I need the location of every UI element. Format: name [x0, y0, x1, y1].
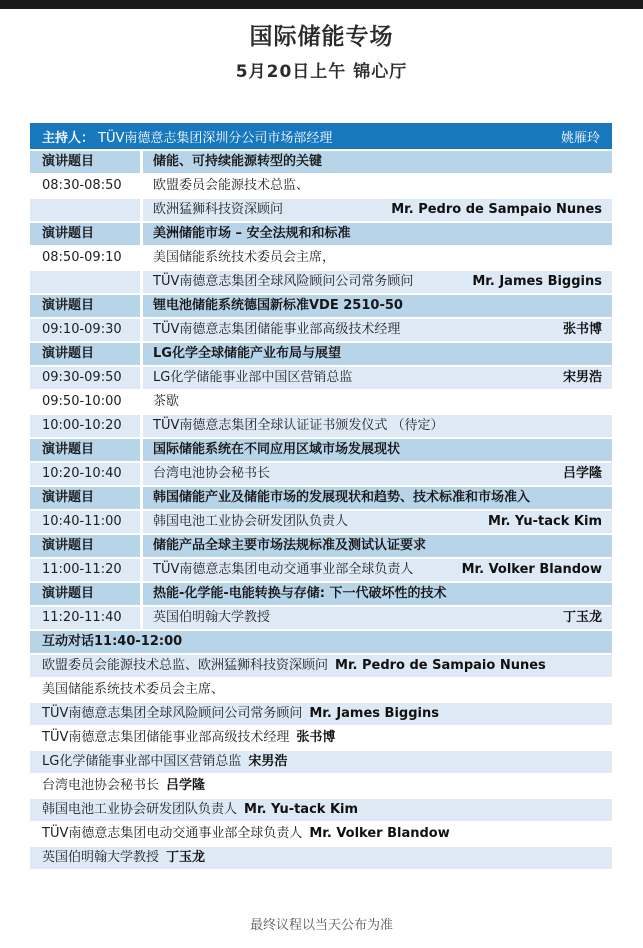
session-row: [30, 463, 612, 485]
topic-row: [30, 583, 612, 605]
speaker-name: 宋男浩: [562, 370, 602, 385]
session-time: 09:30-09:50: [30, 367, 140, 389]
dialogue-header-row: [30, 631, 612, 653]
topic-label: 演讲题目: [30, 151, 140, 173]
topic-row: [30, 343, 612, 365]
session-time: 10:40-11:00: [30, 511, 140, 533]
speaker-title: TÜV南德意志集团全球风险顾问公司常务顾问: [153, 274, 414, 289]
participant-title: LG化学储能事业部中国区营销总监: [42, 754, 242, 769]
session-time: [30, 199, 140, 221]
speaker-name: 丁玉龙: [562, 610, 602, 625]
participant-title: 美国储能系统技术委员会主席、: [42, 682, 225, 697]
session-time: 08:30-08:50: [30, 175, 140, 197]
speaker-title: 茶歇: [153, 394, 180, 409]
dialogue-row: [30, 823, 612, 845]
dialogue-participant: [30, 679, 612, 701]
topic-label: 演讲题目: [30, 583, 140, 605]
dialogue-participant: [30, 847, 612, 869]
dialogue-row: [30, 703, 612, 725]
speaker-title: LG化学储能事业部中国区营销总监: [153, 370, 353, 385]
participant-title: 英国伯明翰大学教授: [42, 850, 160, 865]
topic-row: [30, 487, 612, 509]
participant-name: Mr. Volker Blandow: [309, 826, 450, 841]
page-subtitle: 5月20日上午 锦心厅: [235, 62, 408, 82]
session-detail: [143, 367, 612, 389]
dialogue-participant: [30, 823, 612, 845]
dialogue-row: [30, 799, 612, 821]
speaker-title: 美国储能系统技术委员会主席，: [153, 250, 336, 265]
speaker-title: 台湾电池协会秘书长: [153, 466, 271, 481]
top-border-bar: [0, 0, 643, 9]
participant-name: 张书博: [296, 730, 336, 745]
participant-name: 宋男浩: [248, 754, 288, 769]
topic-label: 演讲题目: [30, 295, 140, 317]
session-row: [30, 367, 612, 389]
page-title: 国际储能专场: [249, 24, 394, 50]
session-time: 08:50-09:10: [30, 247, 140, 269]
speaker-title: 英国伯明翰大学教授: [153, 610, 271, 625]
participant-name: Mr. James Biggins: [309, 706, 439, 721]
moderator-title: TÜV南德意志集团深圳分公司市场部经理: [98, 130, 333, 146]
speaker-name: 张书博: [562, 322, 602, 337]
session-detail: [143, 463, 612, 485]
session-time: 11:00-11:20: [30, 559, 140, 581]
speaker-name: Mr. Volker Blandow: [461, 562, 602, 577]
speaker-name: Mr. James Biggins: [472, 274, 602, 289]
participant-name: 吕学隆: [166, 778, 206, 793]
topic-row: [30, 295, 612, 317]
session-detail: [143, 319, 612, 341]
topic-title: 储能、可持续能源转型的关键: [143, 151, 612, 173]
participant-name: 丁玉龙: [166, 850, 206, 865]
dialogue-row: [30, 775, 612, 797]
dialogue-header-label: 互动对话11:40-12:00: [30, 631, 612, 653]
session-detail: [143, 511, 612, 533]
session-row: [30, 271, 612, 293]
session-row: [30, 559, 612, 581]
dialogue-participant: [30, 727, 612, 749]
session-detail: [143, 559, 612, 581]
session-time: 10:00-10:20: [30, 415, 140, 437]
participant-title: TÜV南德意志集团电动交通事业部全球负责人: [42, 826, 303, 841]
participant-title: 台湾电池协会秘书长: [42, 778, 160, 793]
session-time: 11:20-11:40: [30, 607, 140, 629]
topic-title: 韩国储能产业及储能市场的发展现状和趋势、技术标准和市场准入: [143, 487, 612, 509]
topic-label: 演讲题目: [30, 439, 140, 461]
topic-label: 演讲题目: [30, 535, 140, 557]
participant-title: TÜV南德意志集团储能事业部高级技术经理: [42, 730, 290, 745]
session-detail: [143, 247, 612, 269]
session-detail: [143, 415, 612, 437]
speaker-title: 欧洲猛狮科技资深顾问: [153, 202, 284, 217]
topic-title: 热能-化学能-电能转换与存储: 下一代破坏性的技术: [143, 583, 612, 605]
dialogue-row: [30, 655, 612, 677]
participant-name: Mr. Pedro de Sampaio Nunes: [335, 658, 546, 673]
session-row: [30, 247, 612, 269]
topic-title: LG化学全球储能产业布局与展望: [143, 343, 612, 365]
topic-title: 美洲储能市场 – 安全法规和和标准: [143, 223, 612, 245]
topic-row: [30, 439, 612, 461]
session-row: [30, 199, 612, 221]
session-time: 10:20-10:40: [30, 463, 140, 485]
agenda-table: [30, 123, 612, 869]
dialogue-participant: [30, 703, 612, 725]
footer-note: 最终议程以当天公布为准: [249, 918, 393, 933]
topic-label: 演讲题目: [30, 343, 140, 365]
topic-title: 锂电池储能系统德国新标准VDE 2510-50: [143, 295, 612, 317]
speaker-title: 欧盟委员会能源技术总监、: [153, 178, 310, 193]
session-time: 09:50-10:00: [30, 391, 140, 413]
dialogue-row: [30, 727, 612, 749]
session-row: [30, 391, 612, 413]
topic-row: [30, 223, 612, 245]
session-row: [30, 319, 612, 341]
session-detail: [143, 607, 612, 629]
dialogue-row: [30, 847, 612, 869]
dialogue-participant: [30, 775, 612, 797]
dialogue-row: [30, 679, 612, 701]
speaker-name: 吕学隆: [562, 466, 602, 481]
dialogue-participant: [30, 751, 612, 773]
session-detail: [143, 391, 612, 413]
topic-label: 演讲题目: [30, 223, 140, 245]
session-time: 09:10-09:30: [30, 319, 140, 341]
participant-title: TÜV南德意志集团全球风险顾问公司常务顾问: [42, 706, 303, 721]
topic-row: [30, 151, 612, 173]
session-row: [30, 175, 612, 197]
session-row: [30, 415, 612, 437]
moderator-label: 主持人：: [42, 130, 95, 146]
topic-label: 演讲题目: [30, 487, 140, 509]
dialogue-participant: [30, 655, 612, 677]
dialogue-row: [30, 751, 612, 773]
speaker-title: TÜV南德意志集团储能事业部高级技术经理: [153, 322, 401, 337]
session-row: [30, 511, 612, 533]
session-detail: [143, 175, 612, 197]
moderator-info: [42, 127, 332, 146]
speaker-title: 韩国电池工业协会研发团队负责人: [153, 514, 349, 529]
participant-name: Mr. Yu-tack Kim: [244, 802, 359, 817]
topic-title: 储能产品全球主要市场法规标准及测试认证要求: [143, 535, 612, 557]
session-time: [30, 271, 140, 293]
speaker-title: TÜV南德意志集团全球认证证书颁发仪式 （待定）: [153, 418, 444, 433]
dialogue-participant: [30, 799, 612, 821]
moderator-row: [30, 123, 612, 149]
session-detail: [143, 199, 612, 221]
session-row: [30, 607, 612, 629]
agenda-rows: [30, 151, 612, 869]
speaker-name: Mr. Pedro de Sampaio Nunes: [391, 202, 602, 217]
speaker-title: TÜV南德意志集团电动交通事业部全球负责人: [153, 562, 414, 577]
speaker-name: Mr. Yu-tack Kim: [487, 514, 602, 529]
session-detail: [143, 271, 612, 293]
topic-row: [30, 535, 612, 557]
participant-title: 欧盟委员会能源技术总监、欧洲猛狮科技资深顾问: [42, 658, 329, 673]
moderator-name: 姚雁玲: [560, 130, 600, 146]
participant-title: 韩国电池工业协会研发团队负责人: [42, 802, 238, 817]
topic-title: 国际储能系统在不同应用区域市场发展现状: [143, 439, 612, 461]
